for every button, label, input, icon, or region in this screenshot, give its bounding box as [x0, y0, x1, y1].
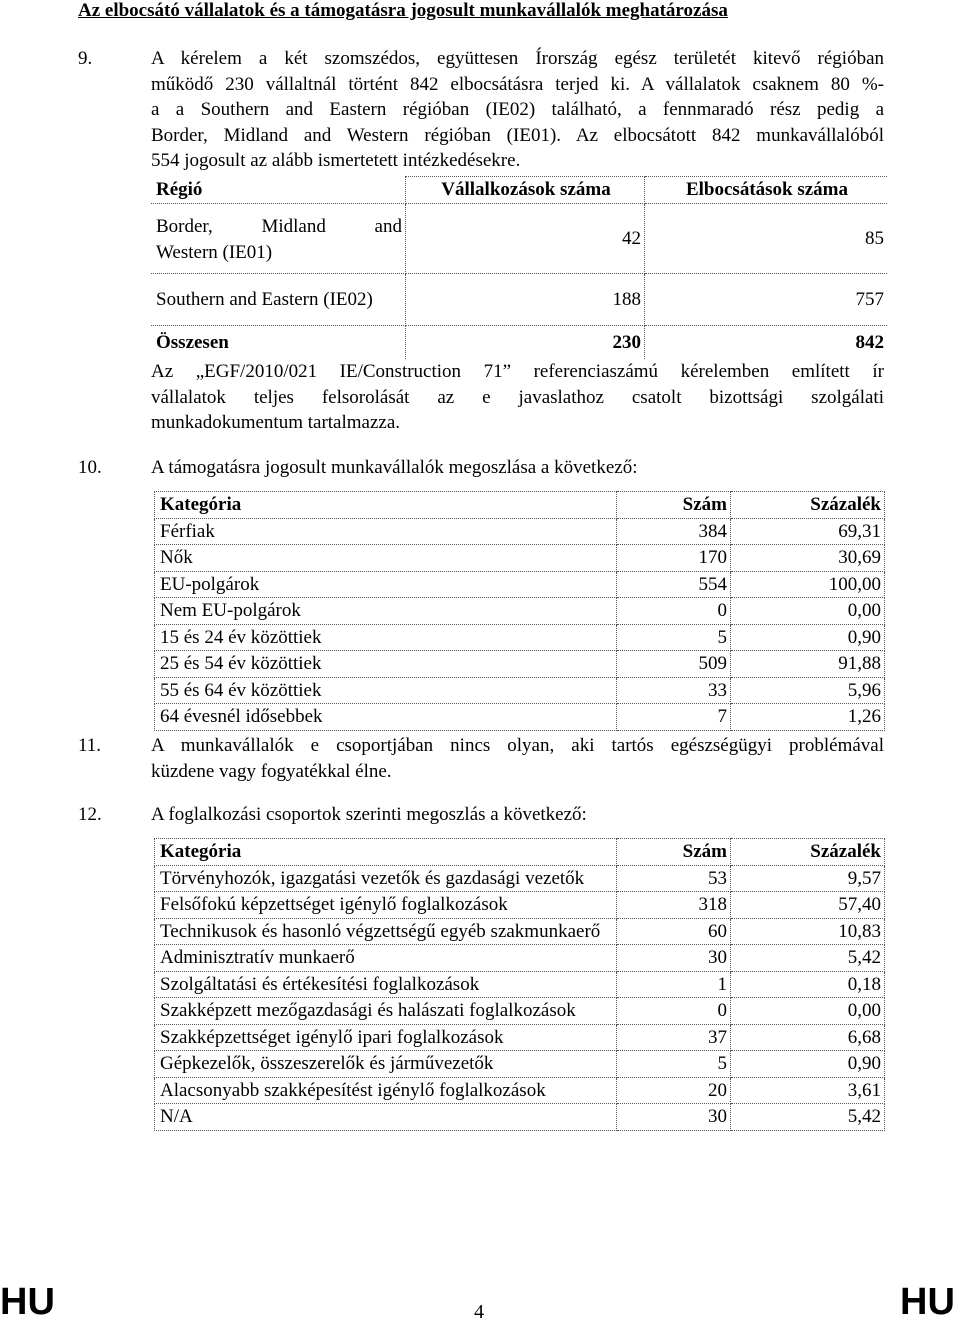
- col-header-category: Kategória: [155, 492, 617, 519]
- section-number-12: 12.: [78, 804, 102, 825]
- count-cell: 33: [617, 677, 731, 704]
- total-row: [151, 326, 887, 359]
- table-row: [155, 598, 885, 625]
- dismissals-cell: 85: [645, 204, 888, 274]
- table-row: [151, 204, 887, 274]
- percent-cell: 1,26: [731, 704, 885, 731]
- table-row: [155, 892, 885, 919]
- table-row: [155, 1024, 885, 1051]
- footer-lang-left: HU: [0, 1281, 55, 1323]
- category-cell: Szakképzett mezőgazdasági és halászati foglalkozások: [155, 998, 617, 1025]
- table-row: [155, 677, 885, 704]
- count-cell: 318: [617, 892, 731, 919]
- table-row: [155, 704, 885, 731]
- dismissals-cell: 757: [645, 274, 888, 326]
- percent-cell: 100,00: [731, 571, 885, 598]
- percent-cell: 10,83: [731, 918, 885, 945]
- total-dismissals: 842: [645, 326, 888, 359]
- col-header-region: Régió: [151, 177, 406, 204]
- total-label: Összesen: [151, 326, 406, 359]
- para-line: vállalatok teljes felsorolását az e javaslathoz csatolt bizottsági szolgálati: [151, 386, 884, 408]
- percent-cell: 5,42: [731, 1104, 885, 1131]
- count-cell: 7: [617, 704, 731, 731]
- percent-cell: 0,90: [731, 1051, 885, 1078]
- count-cell: 170: [617, 545, 731, 572]
- category-cell: 55 és 64 év közöttiek: [155, 677, 617, 704]
- para-line: A munkavállalók e csoportjában nincs olyan, aki tartós egészségügyi problémával: [151, 735, 884, 756]
- count-cell: 5: [617, 1051, 731, 1078]
- table-row: [155, 545, 885, 572]
- category-cell: 15 és 24 év közöttiek: [155, 624, 617, 651]
- category-cell: Törvényhozók, igazgatási vezetők és gazdasági vezetők: [155, 865, 617, 892]
- table-row: [155, 1104, 885, 1131]
- percent-cell: 9,57: [731, 865, 885, 892]
- category-cell: Szolgáltatási és értékesítési foglalkozások: [155, 971, 617, 998]
- region-cell: [151, 204, 406, 274]
- percent-cell: 5,42: [731, 945, 885, 972]
- para-line: küzdene vagy fogyatékkal élne.: [151, 760, 392, 782]
- category-cell: Nem EU-polgárok: [155, 598, 617, 625]
- count-cell: 5: [617, 624, 731, 651]
- companies-cell: 188: [406, 274, 645, 326]
- count-cell: 53: [617, 865, 731, 892]
- section-11-paragraph: [151, 733, 884, 784]
- table-row: [155, 945, 885, 972]
- section-10-text: A támogatásra jogosult munkavállalók megoszlása a következő:: [151, 457, 638, 478]
- page-number: 4: [474, 1301, 484, 1323]
- footer-lang-right: HU: [900, 1281, 955, 1323]
- section-number-11: 11.: [78, 735, 102, 756]
- table-row: [155, 865, 885, 892]
- category-cell: N/A: [155, 1104, 617, 1131]
- percent-cell: 91,88: [731, 651, 885, 678]
- count-cell: 60: [617, 918, 731, 945]
- col-header-percent: Százalék: [731, 492, 885, 519]
- para-line: 554 jogosult az alább ismertetett intézkedésekre.: [151, 150, 521, 171]
- percent-cell: 3,61: [731, 1077, 885, 1104]
- occupation-table: [154, 838, 885, 1131]
- percent-cell: 0,90: [731, 624, 885, 651]
- section-12-text: A foglalkozási csoportok szerinti megoszlás a következő:: [151, 804, 587, 825]
- table-row: [155, 1051, 885, 1078]
- table-row: [155, 1077, 885, 1104]
- count-cell: 1: [617, 971, 731, 998]
- count-cell: 20: [617, 1077, 731, 1104]
- category-cell: Szakképzettséget igénylő ipari foglalkozások: [155, 1024, 617, 1051]
- section-9-note: [151, 359, 884, 436]
- percent-cell: 0,00: [731, 998, 885, 1025]
- col-header-count: Szám: [617, 839, 731, 866]
- category-cell: Gépkezelők, összeszerelők és járművezetők: [155, 1051, 617, 1078]
- para-line: a a Southern and Eastern régióban (IE02) található, a fennmaradó rész pedig a: [151, 99, 884, 120]
- region-line: Border, Midland and: [156, 216, 402, 237]
- para-line: Border, Midland and Western régióban (IE01). Az elbocsátott 842 munkavállalóból: [151, 124, 884, 146]
- category-cell: EU-polgárok: [155, 571, 617, 598]
- region-cell: Southern and Eastern (IE02): [151, 274, 406, 326]
- table-row: [155, 651, 885, 678]
- section-9-paragraph: [151, 46, 884, 174]
- percent-cell: 0,18: [731, 971, 885, 998]
- table-row: [155, 518, 885, 545]
- para-line: Az „EGF/2010/021 IE/Construction 71” referenciaszámú kérelemben említett ír: [151, 361, 884, 382]
- table-row: [151, 274, 887, 326]
- category-cell: Technikusok és hasonló végzettségű egyéb szakmunkaerő: [155, 918, 617, 945]
- section-number-10: 10.: [78, 457, 102, 478]
- count-cell: 30: [617, 1104, 731, 1131]
- count-cell: 30: [617, 945, 731, 972]
- count-cell: 554: [617, 571, 731, 598]
- count-cell: 0: [617, 998, 731, 1025]
- para-line: A kérelem a két szomszédos, együttesen Írország egész területét kitevő régióban: [151, 48, 884, 69]
- category-cell: 64 évesnél idősebbek: [155, 704, 617, 731]
- percent-cell: 0,00: [731, 598, 885, 625]
- count-cell: 509: [617, 651, 731, 678]
- percent-cell: 30,69: [731, 545, 885, 572]
- category-cell: Nők: [155, 545, 617, 572]
- workers-table: [154, 491, 885, 731]
- table-row: [155, 571, 885, 598]
- col-header-percent: Százalék: [731, 839, 885, 866]
- table-row: [155, 624, 885, 651]
- category-cell: Felsőfokú képzettséget igénylő foglalkozások: [155, 892, 617, 919]
- category-cell: 25 és 54 év közöttiek: [155, 651, 617, 678]
- count-cell: 37: [617, 1024, 731, 1051]
- total-companies: 230: [406, 326, 645, 359]
- table-row: [155, 918, 885, 945]
- count-cell: 384: [617, 518, 731, 545]
- count-cell: 0: [617, 598, 731, 625]
- companies-cell: 42: [406, 204, 645, 274]
- percent-cell: 6,68: [731, 1024, 885, 1051]
- col-header-dismissals: Elbocsátások száma: [645, 177, 888, 204]
- table-row: [155, 971, 885, 998]
- table-row: [155, 998, 885, 1025]
- para-line: munkadokumentum tartalmazza.: [151, 412, 401, 433]
- col-header-category: Kategória: [155, 839, 617, 866]
- col-header-companies: Vállalkozások száma: [406, 177, 645, 204]
- col-header-count: Szám: [617, 492, 731, 519]
- category-cell: Férfiak: [155, 518, 617, 545]
- percent-cell: 69,31: [731, 518, 885, 545]
- category-cell: Adminisztratív munkaerő: [155, 945, 617, 972]
- category-cell: Alacsonyabb szakképesítést igénylő foglalkozások: [155, 1077, 617, 1104]
- section-heading: Az elbocsátó vállalatok és a támogatásra jogosult munkavállalók meghatározása: [78, 0, 728, 21]
- region-table: [151, 176, 887, 359]
- section-number-9: 9.: [78, 48, 93, 69]
- percent-cell: 57,40: [731, 892, 885, 919]
- region-line: Western (IE01): [156, 241, 273, 263]
- percent-cell: 5,96: [731, 677, 885, 704]
- para-line: működő 230 vállaltnál történt 842 elbocsátásra terjed ki. A vállalatok csaknem 80 %-: [151, 73, 884, 95]
